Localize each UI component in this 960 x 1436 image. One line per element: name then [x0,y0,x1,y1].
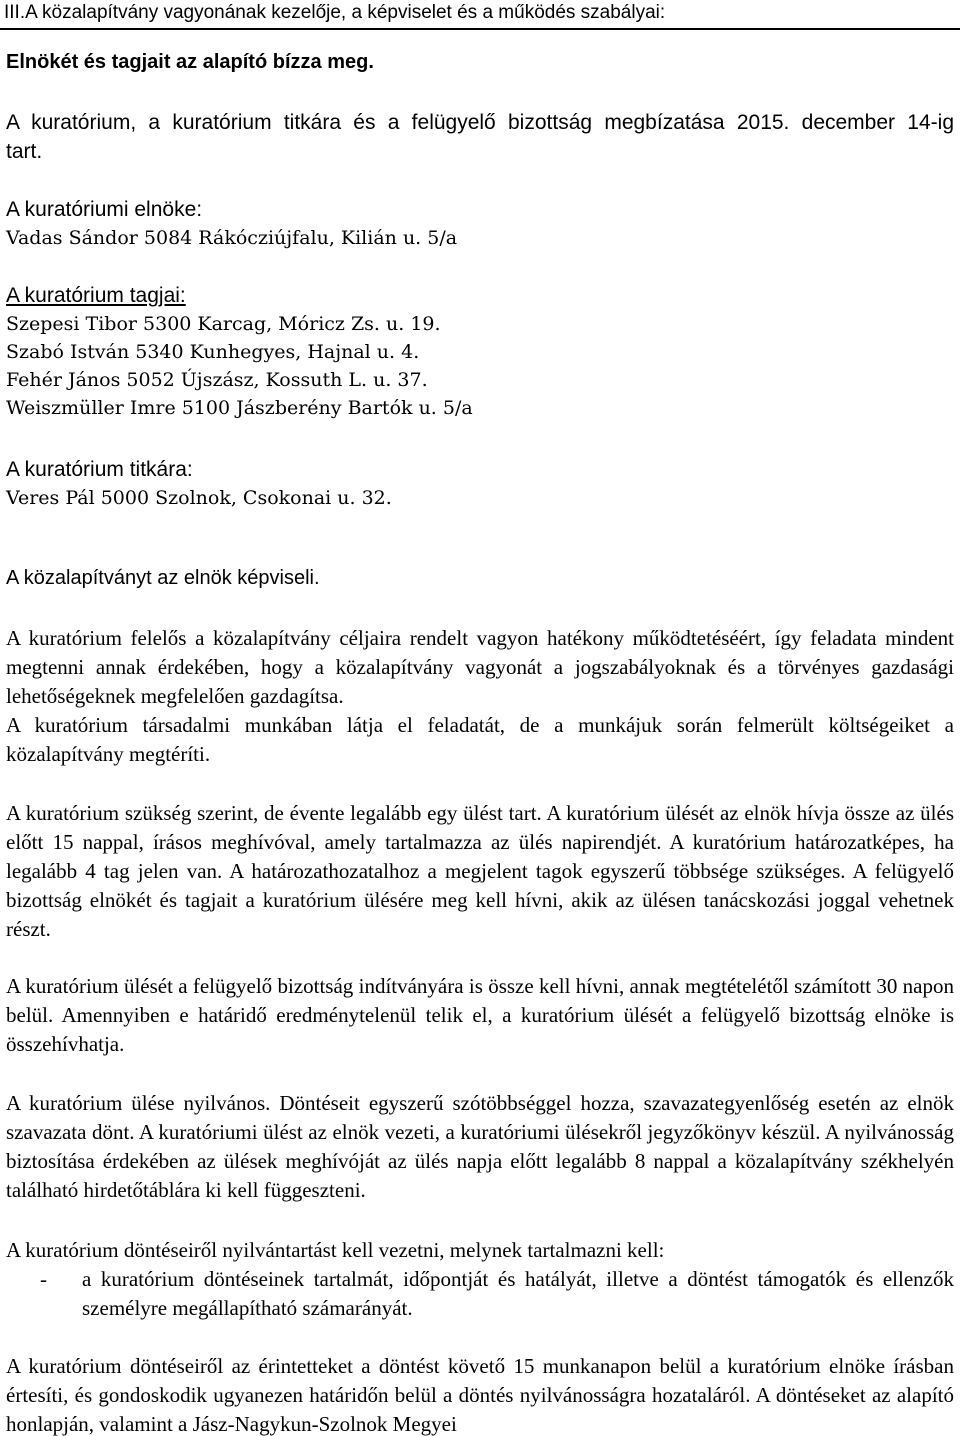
notification-paragraph: A kuratórium döntéseiről az érintetteket a döntést követő 15 munkanapon belül a kuratórium elnöke írásban értesíti, és gondoskodik ugyanezen határidőn belül a döntés nyilvánosságra hozataláról. A döntéseket az alapító honlapján, valamint a Jász-Nagykun-Szolnok Megyei [6,1354,954,1436]
meetings-paragraph: A kuratórium szükség szerint, de évente legalább egy ülést tart. A kuratórium ülését az elnök hívja össze az ülés előtt 15 nappal, írásos meghívóval, amely tartalmazza az ülés napirendjét. A kuratórium határozatképes, ha legalább 4 tag jelen van. A határozathozatalhoz a megjelent tagok egyszerű többsége szükséges. A felügyelő bizottság elnökét és tagjait a kuratórium ülésére meg kell hívni, akik az ülésen tanácskozási joggal vehetnek részt. [6,801,954,941]
list-item [6,1265,954,1323]
appointment-statement: Elnökét és tagjait az alapító bízza meg. [6,51,374,73]
members-section [6,282,954,422]
secretary-section [6,456,954,512]
records-intro-paragraph: A kuratórium döntéseiről nyilvántartást kell vezetni, melynek tartalmazni kell: [6,1238,665,1262]
chair-label: A kuratóriumi elnöke: [6,198,203,221]
member-entry: Fehér János 5052 Újszász, Kossuth L. u. 37. [6,369,428,391]
member-entry: Szabó István 5340 Kunhegyes, Hajnal u. 4. [6,341,420,363]
secretary-label: A kuratórium titkára: [6,458,193,481]
members-label: A kuratórium tagjai: [6,284,186,307]
list-item-text: a kuratórium döntéseinek tartalmát, időpontját és hatályát, illetve a döntést támogatók és ellenzők személyre megállapítható számarányát. [82,1267,954,1320]
section-title: III.A közalapítvány vagyonának kezelője, a képviselet és a működés szabályai: [0,0,960,30]
chair-section [6,196,954,252]
responsibility-paragraph: A kuratórium felelős a közalapítvány céljaira rendelt vagyon hatékony működtetéséért, így feladata mindent megtenni annak érdekében, hogy a közalapítvány vagyonát a jogszabályoknak és a törvényes gazdasági lehetőségeknek megfelelően gazdagítsa. [6,626,954,708]
supervisory-call-paragraph: A kuratórium ülését a felügyelő bizottság indítványára is össze kell hívni, annak megtételétől számított 30 napon belül. Amennyiben e határidő eredménytelenül telik el, a kuratórium ülését a felügyelő bizottság elnöke is összehívhatja. [6,974,954,1056]
representation-statement: A közalapítványt az elnök képviseli. [6,567,320,589]
list-dash: - [40,1267,47,1291]
social-work-paragraph: A kuratórium társadalmi munkában látja el feladatát, de a munkájuk során felmerült költségeiket a közalapítvány megtéríti. [6,713,954,766]
public-meeting-paragraph: A kuratórium ülése nyilvános. Döntéseit egyszerű szótöbbséggel hozza, szavazategyenlőség esetén az elnök szavazata dönt. A kuratóriumi ülést az elnök vezeti, a kuratóriumi ülésekről jegyzőkönyv készül. A nyilvánosság biztosítása érdekében az ülések meghívóját az ülés napja előtt legalább 8 nappal a közalapítvány székhelyén található hirdetőtáblára ki kell függeszteni. [6,1091,954,1202]
secretary-entry: Veres Pál 5000 Szolnok, Csokonai u. 32. [6,487,392,509]
member-entry: Szepesi Tibor 5300 Karcag, Móricz Zs. u. 19. [6,313,441,335]
mandate-paragraph: A kuratórium, a kuratórium titkára és a felügyelő bizottság megbízatása 2015. december 14-ig tart. [6,111,954,163]
member-entry: Weiszmüller Imre 5100 Jászberény Bartók u. 5/a [6,397,473,419]
chair-entry: Vadas Sándor 5084 Rákócziújfalu, Kilián u. 5/a [6,227,458,249]
